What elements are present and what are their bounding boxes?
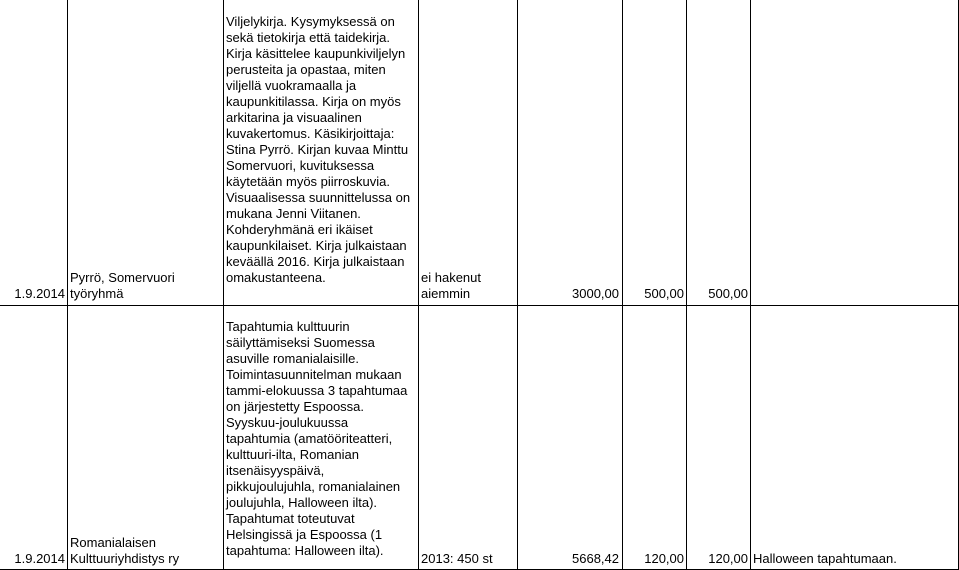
amount-proposed-cell: 500,00 [644,286,684,301]
note-cell: Halloween tapahtumaan. [753,551,897,566]
grid-line-row-1 [0,305,959,306]
previous-grant-cell: 2013: 450 st [421,551,493,566]
amount-applied-cell: 3000,00 [572,286,619,301]
grid-line-col-2 [223,0,224,570]
grid-line-col-1 [67,0,68,570]
applicant-cell: Romanialaisen Kulttuuriyhdistys ry [70,535,180,566]
grid-line-col-4 [517,0,518,570]
amount-granted-cell: 500,00 [708,286,748,301]
description-cell: Viljelykirja. Kysymyksessä on sekä tietokirja että taidekirja. Kirja käsittelee kaupunkiviljelyn perusteita ja opastaa, miten viljellä vuokramaalla ja kaupunkitilassa. Kirja on myös arkitarina ja visuaalinen kuvakertomus. Käsikirjoittaja: Stina Pyrrö. Kirjan kuvaa Minttu Somervuori, kuvituksessa käytetään myös piirroskuvia. Visuaalisessa suunnittelussa on mukana Jenni Viitanen. Kohderyhmänä eri ikäiset kaupunkilaiset. Kirja julkaistaan keväällä 2016. Kirja julkaistaan omakustanteena. [226,14,411,285]
description-cell: Tapahtumia kulttuurin säilyttämiseksi Suomessa asuville romanialaisille. Toimintasuunnitelman mukaan tammi-elokuussa 3 tapahtumaa on järjestetty Espoossa. Syyskuu-joulukuussa tapahtumia (amatööriteatteri, kulttuuri-ilta, Romanian itsenäisyyspäivä, pikkujoulujuhla, romanialainen joulujuhla, Halloween ilta). Tapahtumat toteutuvat Helsingissä ja Espoossa (1 tapahtuma: Halloween ilta). [226,319,408,558]
date-cell: 1.9.2014 [14,286,65,301]
grid-line-col-7 [750,0,751,570]
amount-proposed-cell: 120,00 [644,551,684,566]
date-cell: 1.9.2014 [14,551,65,566]
applicant-cell: Pyrrö, Somervuori työryhmä [70,270,175,301]
previous-grant-cell: ei hakenut aiemmin [421,270,481,301]
grid-line-col-6 [686,0,687,570]
amount-applied-cell: 5668,42 [572,551,619,566]
grid-line-col-5 [622,0,623,570]
amount-granted-cell: 120,00 [708,551,748,566]
